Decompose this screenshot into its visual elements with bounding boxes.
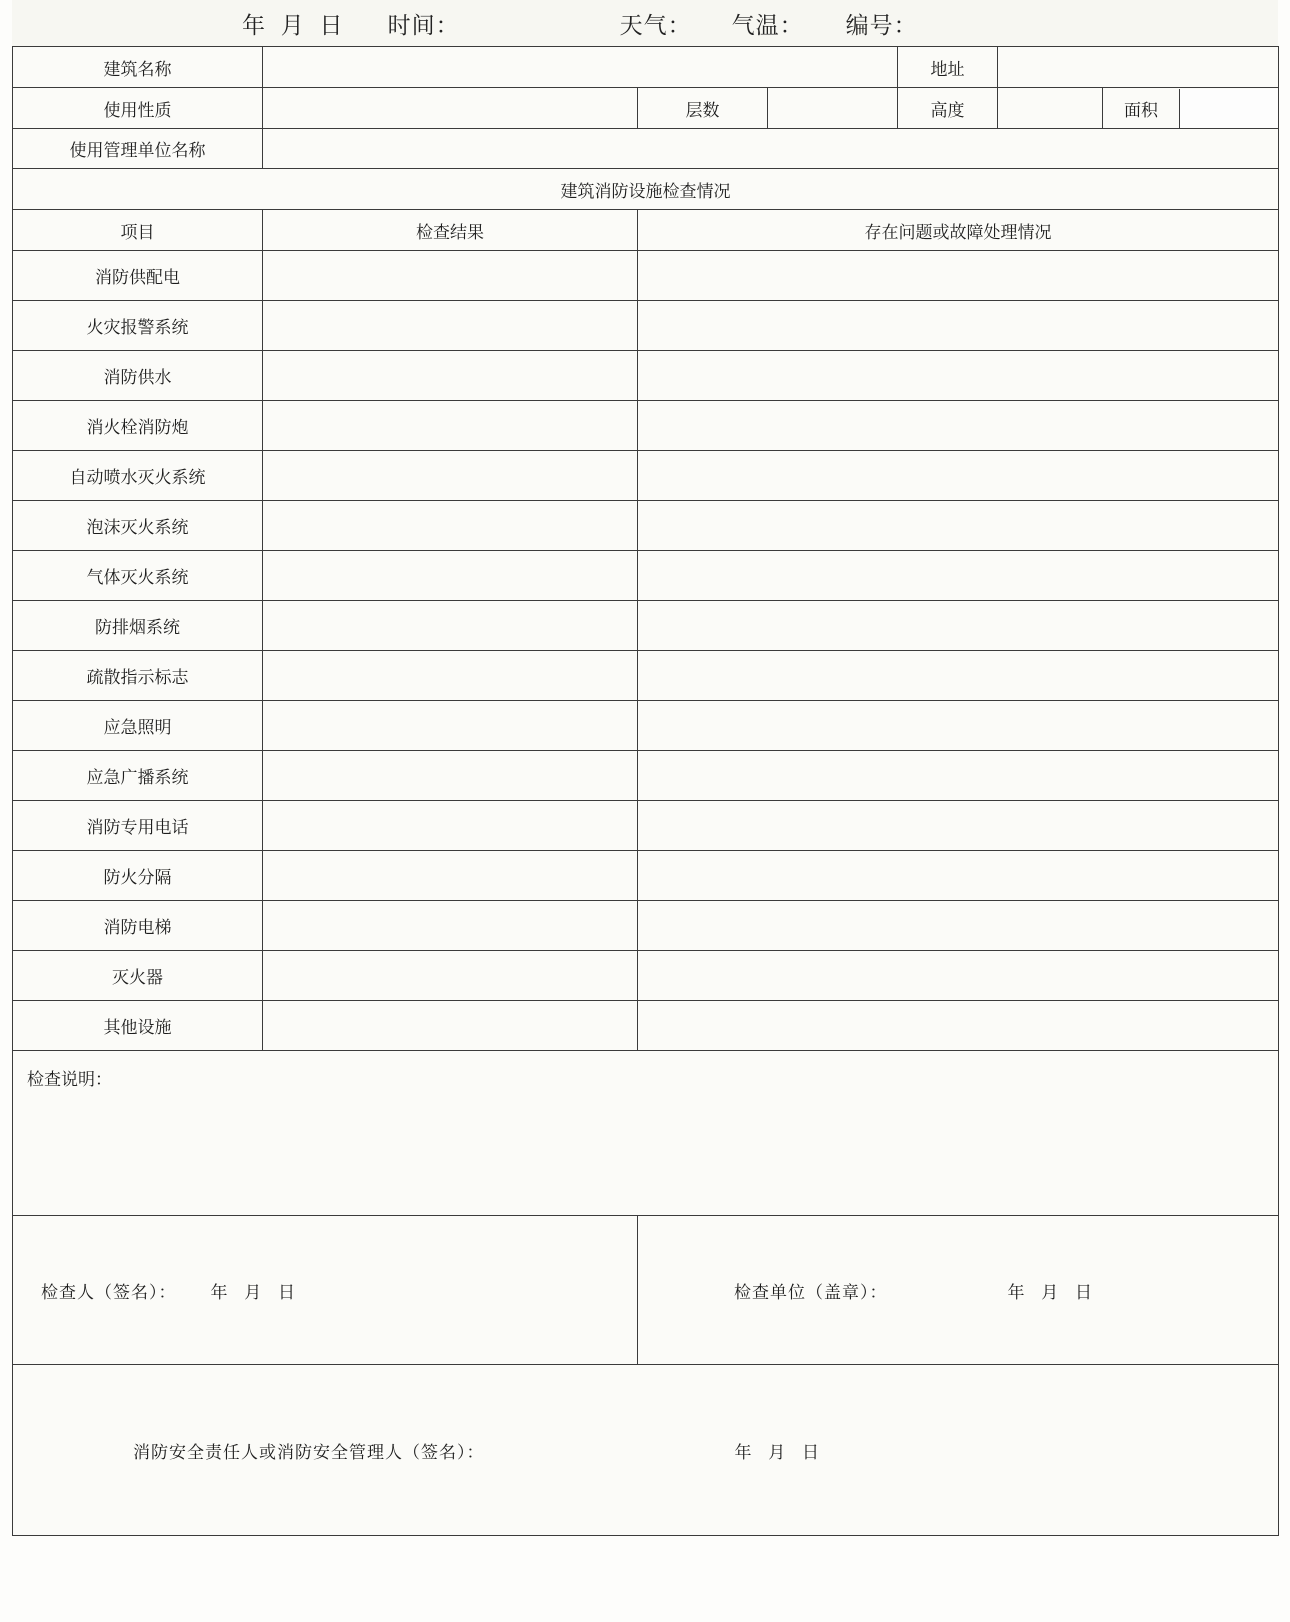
table-row xyxy=(13,901,1279,951)
item-problem-10[interactable] xyxy=(638,751,1279,801)
usage-label: 使用性质 xyxy=(13,88,263,129)
item-label-5: 泡沫灭火系统 xyxy=(13,501,263,551)
item-problem-13[interactable] xyxy=(638,901,1279,951)
item-problem-4[interactable] xyxy=(638,451,1279,501)
item-label-3: 消火栓消防炮 xyxy=(13,401,263,451)
item-problem-7[interactable] xyxy=(638,601,1279,651)
row-section-title xyxy=(13,169,1279,210)
building-name-value[interactable] xyxy=(263,47,898,88)
item-label-14: 灭火器 xyxy=(13,951,263,1001)
responsible-label: 消防安全责任人或消防安全管理人（签名）： xyxy=(133,1442,485,1462)
inspection-unit-label: 检查单位（盖章）： xyxy=(734,1282,888,1302)
item-problem-8[interactable] xyxy=(638,651,1279,701)
table-row xyxy=(13,851,1279,901)
table-row xyxy=(13,701,1279,751)
table-row xyxy=(13,651,1279,701)
address-label: 地址 xyxy=(898,47,998,88)
area-group xyxy=(1103,88,1279,129)
height-value[interactable] xyxy=(998,88,1103,129)
item-result-6[interactable] xyxy=(263,551,638,601)
item-label-2: 消防供水 xyxy=(13,351,263,401)
row-responsible xyxy=(13,1365,1279,1536)
column-header-item: 项目 xyxy=(13,210,263,251)
item-problem-2[interactable] xyxy=(638,351,1279,401)
column-header-result: 检查结果 xyxy=(263,210,638,251)
item-problem-6[interactable] xyxy=(638,551,1279,601)
section-title: 建筑消防设施检查情况 xyxy=(13,169,1279,210)
item-result-12[interactable] xyxy=(263,851,638,901)
item-result-15[interactable] xyxy=(263,1001,638,1051)
row-management-unit xyxy=(13,129,1279,169)
item-problem-15[interactable] xyxy=(638,1001,1279,1051)
item-result-7[interactable] xyxy=(263,601,638,651)
item-label-11: 消防专用电话 xyxy=(13,801,263,851)
table-row xyxy=(13,451,1279,501)
table-row xyxy=(13,501,1279,551)
item-problem-1[interactable] xyxy=(638,301,1279,351)
height-label: 高度 xyxy=(898,88,998,129)
item-problem-5[interactable] xyxy=(638,501,1279,551)
item-label-10: 应急广播系统 xyxy=(13,751,263,801)
table-row xyxy=(13,301,1279,351)
header-weather: 天气： xyxy=(619,11,692,38)
item-result-3[interactable] xyxy=(263,401,638,451)
table-row xyxy=(13,351,1279,401)
inspector-signature[interactable] xyxy=(13,1216,638,1365)
item-label-7: 防排烟系统 xyxy=(13,601,263,651)
item-result-9[interactable] xyxy=(263,701,638,751)
item-problem-11[interactable] xyxy=(638,801,1279,851)
item-label-13: 消防电梯 xyxy=(13,901,263,951)
item-problem-0[interactable] xyxy=(638,251,1279,301)
table-row xyxy=(13,801,1279,851)
header-time: 时间： xyxy=(387,11,460,38)
table-row xyxy=(13,601,1279,651)
row-column-headers xyxy=(13,210,1279,251)
item-label-15: 其他设施 xyxy=(13,1001,263,1051)
item-problem-9[interactable] xyxy=(638,701,1279,751)
item-result-1[interactable] xyxy=(263,301,638,351)
item-result-0[interactable] xyxy=(263,251,638,301)
table-row xyxy=(13,551,1279,601)
management-unit-label: 使用管理单位名称 xyxy=(13,129,263,169)
header-temperature: 气温： xyxy=(731,11,804,38)
item-label-12: 防火分隔 xyxy=(13,851,263,901)
building-name-label: 建筑名称 xyxy=(13,47,263,88)
inspector-ymd: 年 月 日 xyxy=(210,1282,301,1302)
area-value[interactable] xyxy=(1180,89,1279,128)
address-value[interactable] xyxy=(998,47,1279,88)
item-label-1: 火灾报警系统 xyxy=(13,301,263,351)
item-problem-12[interactable] xyxy=(638,851,1279,901)
floors-label: 层数 xyxy=(638,88,768,129)
usage-value[interactable] xyxy=(263,88,638,129)
item-result-10[interactable] xyxy=(263,751,638,801)
area-label: 面积 xyxy=(1103,89,1180,128)
item-label-9: 应急照明 xyxy=(13,701,263,751)
item-result-11[interactable] xyxy=(263,801,638,851)
item-result-14[interactable] xyxy=(263,951,638,1001)
item-problem-14[interactable] xyxy=(638,951,1279,1001)
item-problem-3[interactable] xyxy=(638,401,1279,451)
management-unit-value[interactable] xyxy=(263,129,1279,169)
item-label-4: 自动喷水灭火系统 xyxy=(13,451,263,501)
row-note xyxy=(13,1051,1279,1216)
table-row xyxy=(13,1001,1279,1051)
inspection-unit-ymd: 年 月 日 xyxy=(1007,1282,1098,1302)
floors-value[interactable] xyxy=(768,88,898,129)
responsible-person-signature[interactable] xyxy=(13,1365,1279,1536)
row-building-name xyxy=(13,47,1279,88)
table-row xyxy=(13,251,1279,301)
item-result-4[interactable] xyxy=(263,451,638,501)
item-label-6: 气体灭火系统 xyxy=(13,551,263,601)
header-number: 编号： xyxy=(845,11,918,38)
item-label-0: 消防供配电 xyxy=(13,251,263,301)
item-label-8: 疏散指示标志 xyxy=(13,651,263,701)
inspector-label: 检查人（签名）： xyxy=(41,1282,177,1302)
column-header-problem: 存在问题或故障处理情况 xyxy=(638,210,1279,251)
header-date: 年 月 日 xyxy=(242,11,344,38)
item-result-8[interactable] xyxy=(263,651,638,701)
inspection-form-table xyxy=(12,46,1279,1536)
note-label[interactable]: 检查说明： xyxy=(13,1051,1279,1216)
header-line xyxy=(12,0,1278,46)
responsible-ymd: 年 月 日 xyxy=(734,1442,825,1462)
table-row xyxy=(13,751,1279,801)
item-result-5[interactable] xyxy=(263,501,638,551)
item-result-13[interactable] xyxy=(263,901,638,951)
table-row xyxy=(13,401,1279,451)
table-row xyxy=(13,951,1279,1001)
item-result-2[interactable] xyxy=(263,351,638,401)
row-signatures xyxy=(13,1216,1279,1365)
row-usage xyxy=(13,88,1279,129)
inspection-unit-seal[interactable] xyxy=(638,1216,1279,1365)
